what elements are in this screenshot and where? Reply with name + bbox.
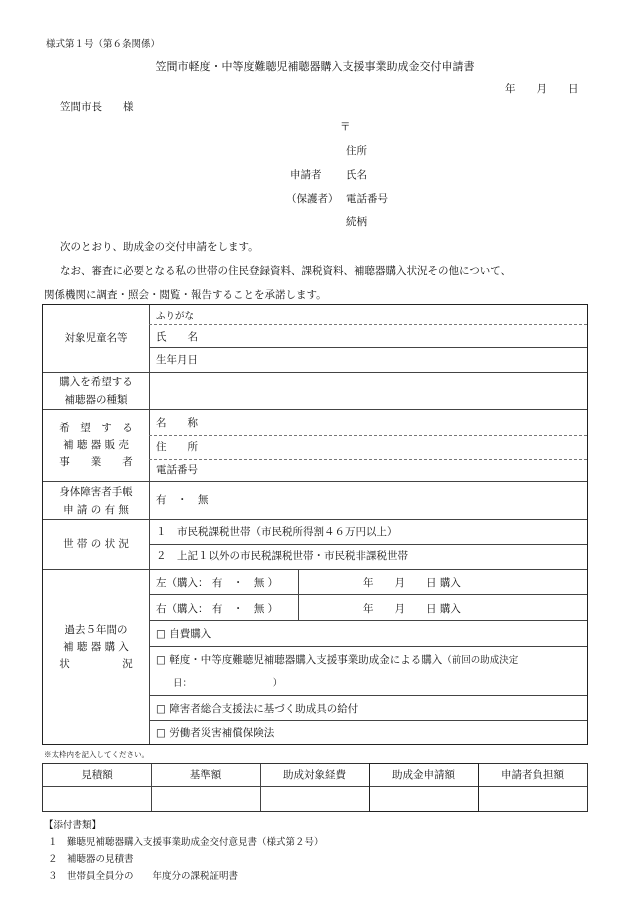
history-label-3: 状 況 — [59, 658, 133, 670]
relationship-label: 続柄 — [346, 216, 367, 228]
vendor-label-1: 希 望 す る — [59, 422, 133, 434]
attachment-3: ３ 世帯員全員分の 年度分の課税証明書 — [48, 871, 239, 882]
applicant-phone-label: 電話番号 — [346, 193, 388, 205]
attachments-title: 【添付書類】 — [44, 820, 102, 831]
header-requested-amount: 助成金申請額 — [392, 769, 455, 781]
applicant-name-label: 氏名 — [346, 169, 367, 181]
guardian-label: （保護者） — [286, 193, 339, 205]
header-estimate: 見積額 — [81, 769, 113, 781]
left-ear-date: 年 月 日 購入 — [363, 577, 461, 589]
requested-amount-highlight — [369, 763, 479, 812]
history-option-subsidy[interactable] — [156, 652, 518, 667]
vendor-phone-label: 電話番号 — [156, 464, 198, 476]
device-label-1: 購入を希望する — [59, 376, 133, 388]
applicant-role-label: 申請者 — [290, 169, 322, 181]
history-option-subsidy-label: □ 軽度・中等度難聴児補聴器購入支援事業助成金による購入 — [156, 654, 443, 666]
history-option-subsidy-note: （前回の助成決定 — [442, 655, 519, 666]
furigana-label: ふりがな — [156, 311, 195, 322]
vendor-name-label: 名 称 — [156, 417, 198, 429]
history-option-welfare[interactable]: □ 障害者総合支援法に基づく助成具の給付 — [156, 703, 359, 715]
right-ear-purchase[interactable]: 右（購入： 有 ・ 無 ） — [156, 603, 279, 615]
device-label-2: 補聴器の種類 — [64, 394, 128, 406]
header-standard: 基準額 — [189, 769, 222, 781]
application-table — [42, 304, 588, 745]
right-ear-date: 年 月 日 購入 — [363, 603, 461, 615]
history-option-self[interactable]: □ 自費購入 — [156, 628, 212, 640]
form-number: 様式第１号（第６条関係） — [46, 39, 161, 50]
history-label-2: 補 聴 器 購 入 — [63, 641, 129, 653]
header-eligible-cost: 助成対象経費 — [283, 769, 346, 781]
left-ear-purchase[interactable]: 左（購入： 有 ・ 無 ） — [156, 577, 279, 589]
intro-line-1: 次のとおり、助成金の交付申請をします。 — [60, 241, 259, 253]
child-label: 対象児童名等 — [64, 332, 128, 344]
household-option-2[interactable]: ２ 上記１以外の市民税課税世帯・市民税非課税世帯 — [156, 550, 408, 562]
intro-line-2: なお、審査に必要となる私の世帯の住民登録資料、課税資料、補聴器購入状況その他について、 — [60, 265, 512, 277]
cost-table — [42, 763, 588, 812]
handbook-choice[interactable]: 有 ・ 無 — [156, 494, 209, 506]
history-option-insurance[interactable]: □ 労働者災害補償保険法 — [156, 727, 275, 739]
vendor-label-3: 事 業 者 — [59, 456, 133, 468]
history-label-1: 過去５年間の — [64, 624, 128, 636]
birthdate-label: 生年月日 — [156, 354, 198, 366]
applicant-address-label: 住所 — [346, 145, 367, 157]
intro-line-3: 関係機関に調査・照会・閲覧・報告することを承諾します。 — [44, 289, 327, 301]
vendor-label-2: 補 聴 器 販 売 — [63, 439, 129, 451]
date-line: 年 月 日 — [505, 83, 579, 95]
header-applicant-share: 申請者負担額 — [501, 769, 564, 781]
child-name-label: 氏 名 — [156, 331, 198, 343]
label-column-divider — [149, 305, 150, 744]
postal-mark: 〒 — [340, 121, 351, 133]
history-date-divider — [298, 569, 299, 620]
addressee: 笠間市長 様 — [60, 101, 134, 113]
handbook-label-1: 身体障害者手帳 — [59, 486, 133, 498]
vendor-address-label: 住 所 — [156, 441, 198, 453]
attachment-2: ２ 補聴器の見積書 — [48, 854, 134, 865]
note-thick-border: ※太枠内を記入してください。 — [44, 750, 149, 759]
household-option-1[interactable]: １ 市民税課税世帯（市民税所得割４６万円以上） — [156, 526, 398, 538]
history-option-subsidy-date: 日： ） — [173, 678, 283, 689]
handbook-label-2: 申 請 の 有 無 — [63, 504, 129, 516]
household-label: 世 帯 の 状 況 — [63, 538, 129, 550]
attachment-1: １ 難聴児補聴器購入支援事業助成金交付意見書（様式第２号） — [48, 837, 324, 848]
form-title: 笠間市軽度・中等度難聴児補聴器購入支援事業助成金交付申請書 — [155, 60, 475, 73]
